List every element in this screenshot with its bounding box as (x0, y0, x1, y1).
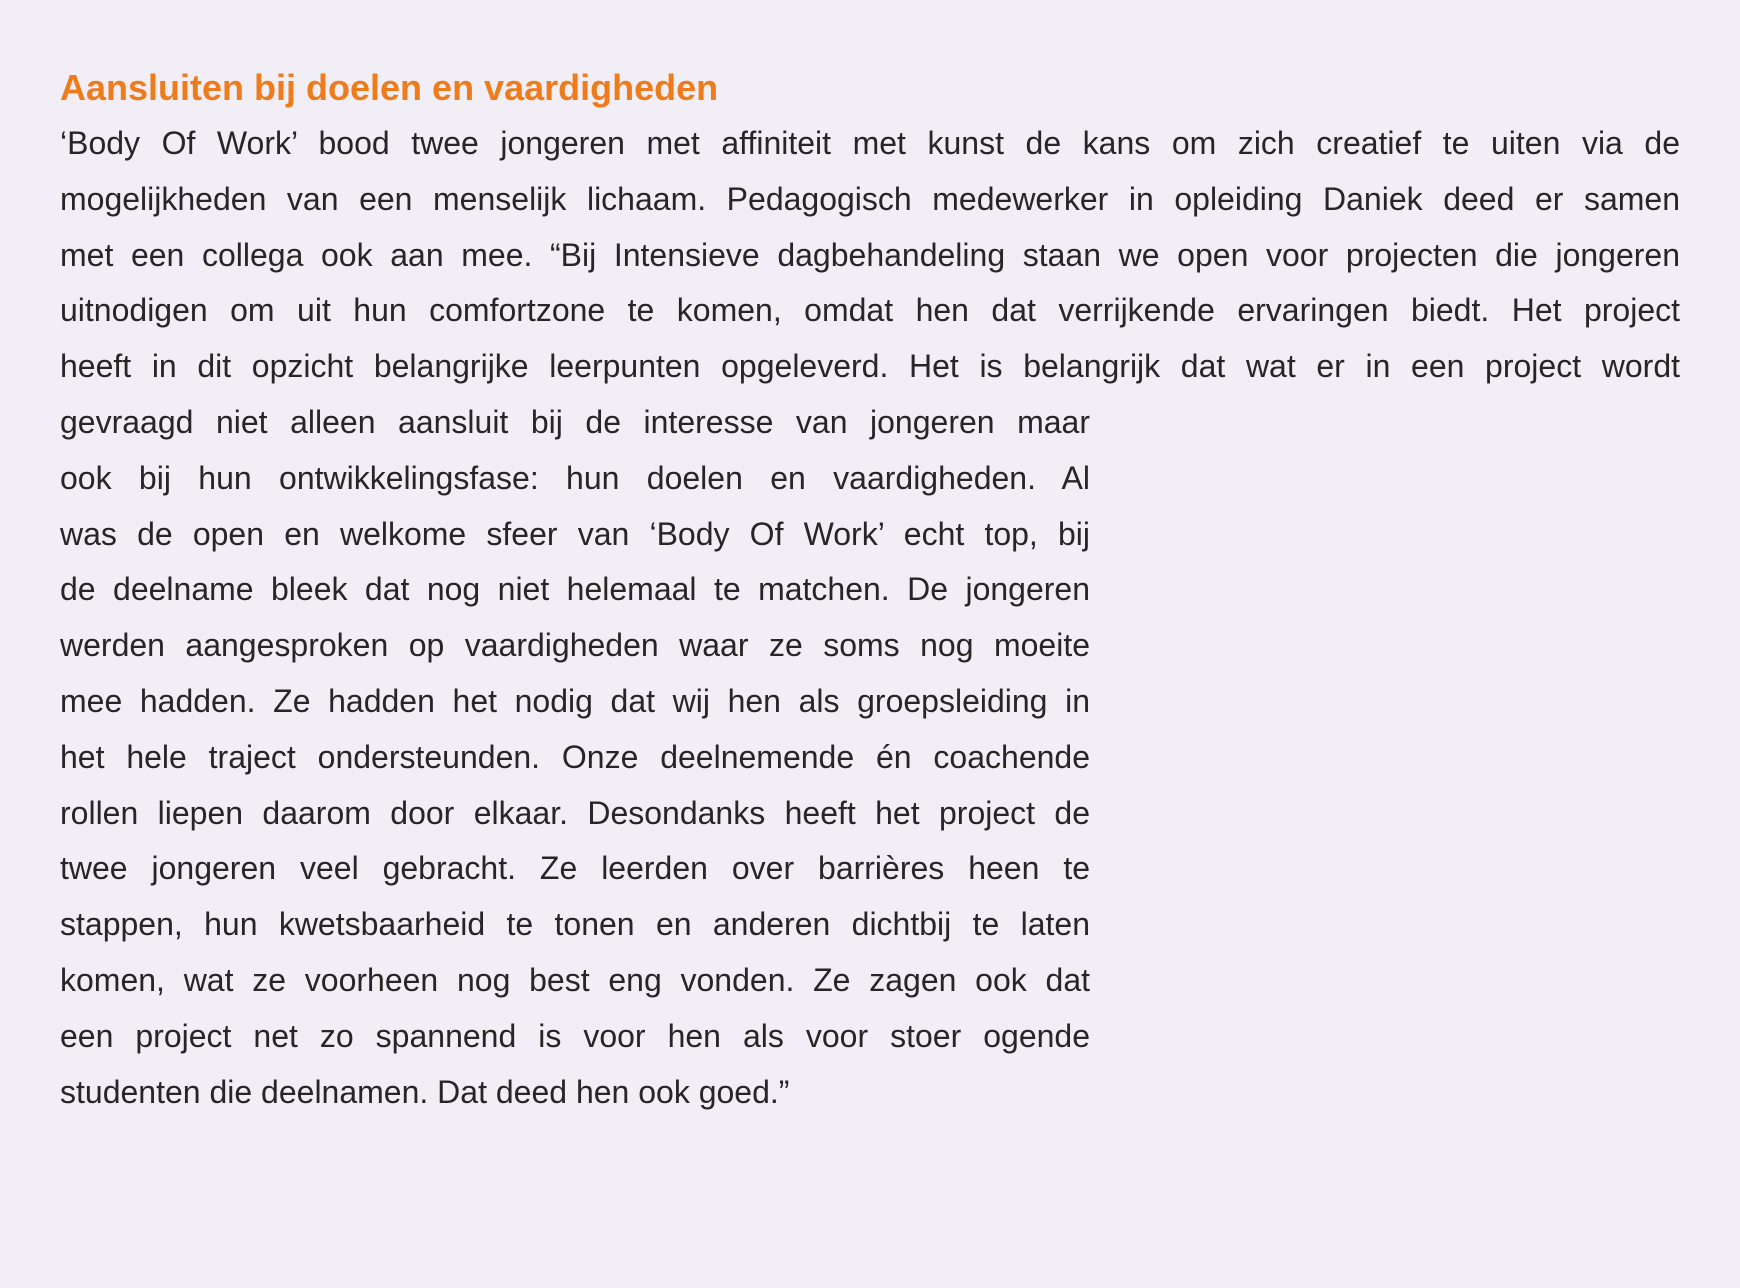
body-line: stappen, hun kwetsbaarheid te tonen en anderen dichtbij te laten (60, 906, 1090, 943)
body-line: mogelijkheden van een menselijk lichaam. Pedagogisch medewerker in opleiding Daniek deed er samen (60, 180, 1680, 217)
body-line: ook bij hun ontwikkelingsfase: hun doelen en vaardigheden. Al (60, 459, 1090, 496)
body-line: komen, wat ze voorheen nog best eng vonden. Ze zagen ook dat (60, 961, 1090, 998)
body-line: een project net zo spannend is voor hen als voor stoer ogende (60, 1017, 1090, 1054)
body-line: het hele traject ondersteunden. Onze deelnemende én coachende (60, 738, 1090, 775)
body-text (60, 116, 1680, 1120)
body-line: ‘Body Of Work’ bood twee jongeren met affiniteit met kunst de kans om zich creatief te uiten via de (60, 125, 1680, 161)
body-line: met een collega ook aan mee. “Bij Intensieve dagbehandeling staan we open voor projecten die jongeren (60, 236, 1680, 273)
body-line: was de open en welkome sfeer van ‘Body Of Work’ echt top, bij (60, 515, 1090, 552)
body-line: uitnodigen om uit hun comfortzone te komen, omdat hen dat verrijkende ervaringen biedt. Het project (60, 292, 1680, 329)
body-line: heeft in dit opzicht belangrijke leerpunten opgeleverd. Het is belangrijk dat wat er in een project wordt (60, 348, 1680, 385)
body-line: gevraagd niet alleen aansluit bij de interesse van jongeren maar (60, 403, 1090, 440)
body-line: studenten die deelnamen. Dat deed hen ook goed.” (60, 1073, 790, 1110)
body-line: werden aangesproken op vaardigheden waar ze soms nog moeite (60, 627, 1090, 664)
body-line: rollen liepen daarom door elkaar. Desondanks heeft het project de (60, 794, 1090, 831)
body-line: twee jongeren veel gebracht. Ze leerden over barrières heen te (60, 850, 1090, 887)
section-heading: Aansluiten bij doelen en vaardigheden (60, 67, 719, 108)
body-line: mee hadden. Ze hadden het nodig dat wij hen als groepsleiding in (60, 682, 1090, 719)
article-section (60, 62, 1680, 1120)
body-line: de deelname bleek dat nog niet helemaal te matchen. De jongeren (60, 571, 1090, 608)
